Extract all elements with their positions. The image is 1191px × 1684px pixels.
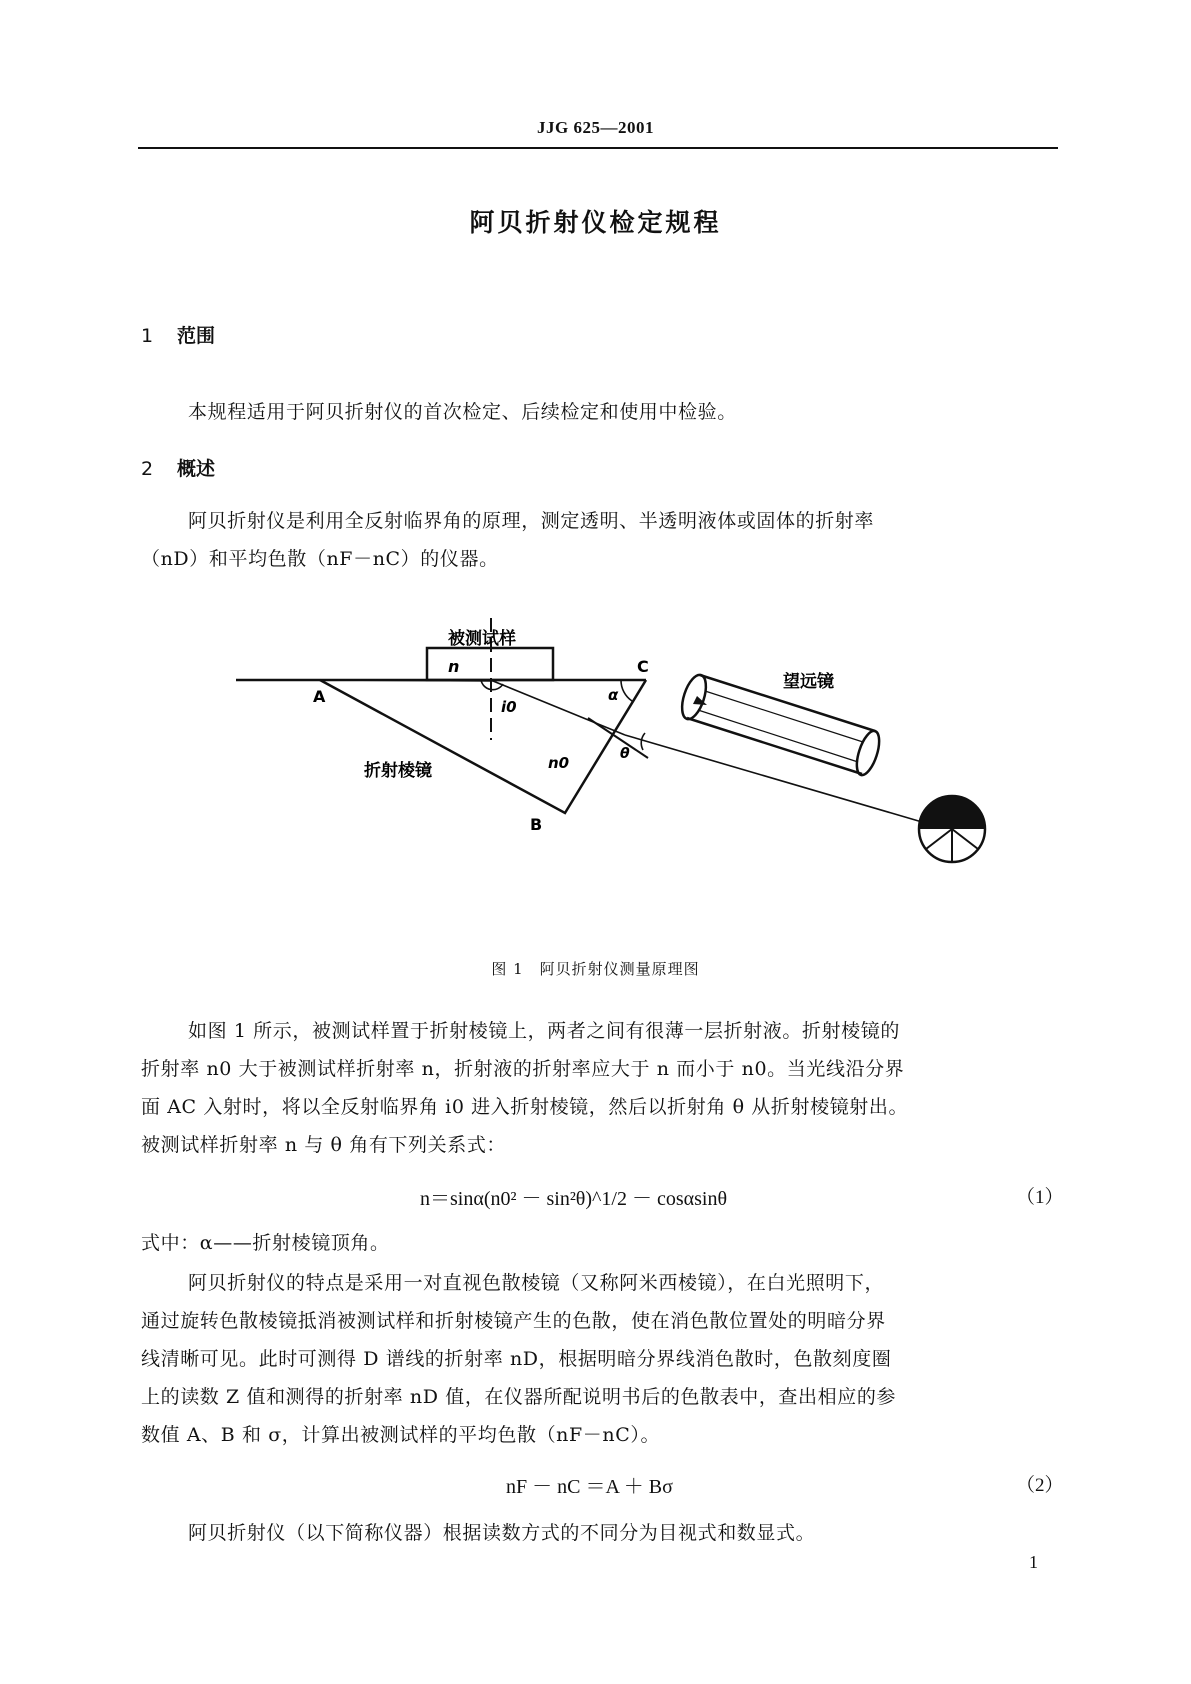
label-n0: n0 bbox=[548, 754, 570, 772]
document-code: JJG 625—2001 bbox=[537, 118, 654, 137]
label-B: B bbox=[530, 815, 543, 834]
figure-description-line-4: 被测试样折射率 n 与 θ 角有下列关系式： bbox=[141, 1134, 507, 1156]
incident-ray bbox=[320, 680, 493, 681]
telescope-front-lens bbox=[677, 672, 710, 722]
last-paragraph: 阿贝折射仪（以下简称仪器）根据读数方式的不同分为目视式和数显式。 bbox=[188, 1522, 816, 1544]
figure-refractometer-principle bbox=[0, 600, 1191, 930]
label-A: A bbox=[313, 687, 326, 706]
figure-description-line-3: 面 AC 入射时，将以全反射临界角 i0 进入折射棱镜，然后以折射角 θ 从折射棱镜射出。 bbox=[141, 1096, 909, 1118]
label-theta: θ bbox=[620, 746, 630, 762]
where-line: 式中：α——折射棱镜顶角。 bbox=[141, 1232, 390, 1254]
figure-caption: 图 1 阿贝折射仪测量原理图 bbox=[491, 960, 700, 978]
feature-line-2: 通过旋转色散棱镜抵消被测试样和折射棱镜产生的色散，使在消色散位置处的明暗分界 bbox=[141, 1310, 886, 1332]
page-title: 阿贝折射仪检定规程 bbox=[469, 208, 722, 237]
equation-1-number: （1） bbox=[1016, 1187, 1064, 1208]
scope-paragraph: 本规程适用于阿贝折射仪的首次检定、后续检定和使用中检验。 bbox=[188, 401, 737, 423]
equation-1: n＝sinα(n0² － sin²θ)^1/2 － cosαsinθ bbox=[420, 1188, 728, 1210]
section-title: 概述 bbox=[177, 458, 216, 480]
field-of-view-eyepiece bbox=[919, 796, 985, 862]
label-prism: 折射棱镜 bbox=[364, 761, 432, 781]
feature-line-4: 上的读数 Z 值和测得的折射率 nD 值，在仪器所配说明书后的色散表中，查出相应的参 bbox=[141, 1386, 897, 1408]
feature-line-5: 数值 A、B 和 σ，计算出被测试样的平均色散（nF－nC）。 bbox=[141, 1424, 661, 1446]
figure-description-line-2: 折射率 n0 大于被测试样折射率 n，折射液的折射率应大于 n 而小于 n0。当光线沿分界 bbox=[141, 1058, 905, 1080]
overview-line-2: （nD）和平均色散（nF－nC）的仪器。 bbox=[141, 548, 499, 570]
header-rule bbox=[138, 147, 1058, 149]
page-number: 1 bbox=[1029, 1552, 1038, 1572]
figure-description-line-1: 如图 1 所示，被测试样置于折射棱镜上，两者之间有很薄一层折射液。折射棱镜的 bbox=[188, 1020, 900, 1042]
feature-line-3: 线清晰可见。此时可测得 D 谱线的折射率 nD，根据明暗分界线消色散时，色散刻度圈 bbox=[141, 1348, 892, 1370]
equation-2-number: （2） bbox=[1016, 1475, 1064, 1496]
section-number: 2 bbox=[141, 458, 154, 480]
refracting-prism bbox=[320, 680, 646, 813]
telescope-rear-lens bbox=[852, 728, 883, 777]
label-C: C bbox=[637, 657, 649, 676]
overview-line-1: 阿贝折射仪是利用全反射临界角的原理，测定透明、半透明液体或固体的折射率 bbox=[188, 510, 875, 532]
label-telescope: 望远镜 bbox=[783, 672, 834, 692]
alpha-arc bbox=[621, 680, 632, 701]
label-n: n bbox=[448, 657, 460, 676]
telescope-bottom-edge bbox=[687, 718, 862, 774]
section-number: 1 bbox=[141, 325, 154, 347]
section-heading-scope bbox=[141, 321, 215, 348]
section-heading-overview bbox=[141, 454, 215, 481]
label-sample: 被测试样 bbox=[448, 629, 516, 649]
label-i0: i0 bbox=[501, 698, 517, 716]
section-title: 范围 bbox=[177, 325, 216, 347]
equation-2: nF － nC ＝A ＋ Bσ bbox=[506, 1476, 673, 1498]
feature-line-1: 阿贝折射仪的特点是采用一对直视色散棱镜（又称阿米西棱镜），在白光照明下， bbox=[188, 1272, 885, 1294]
label-alpha: α bbox=[608, 686, 619, 704]
